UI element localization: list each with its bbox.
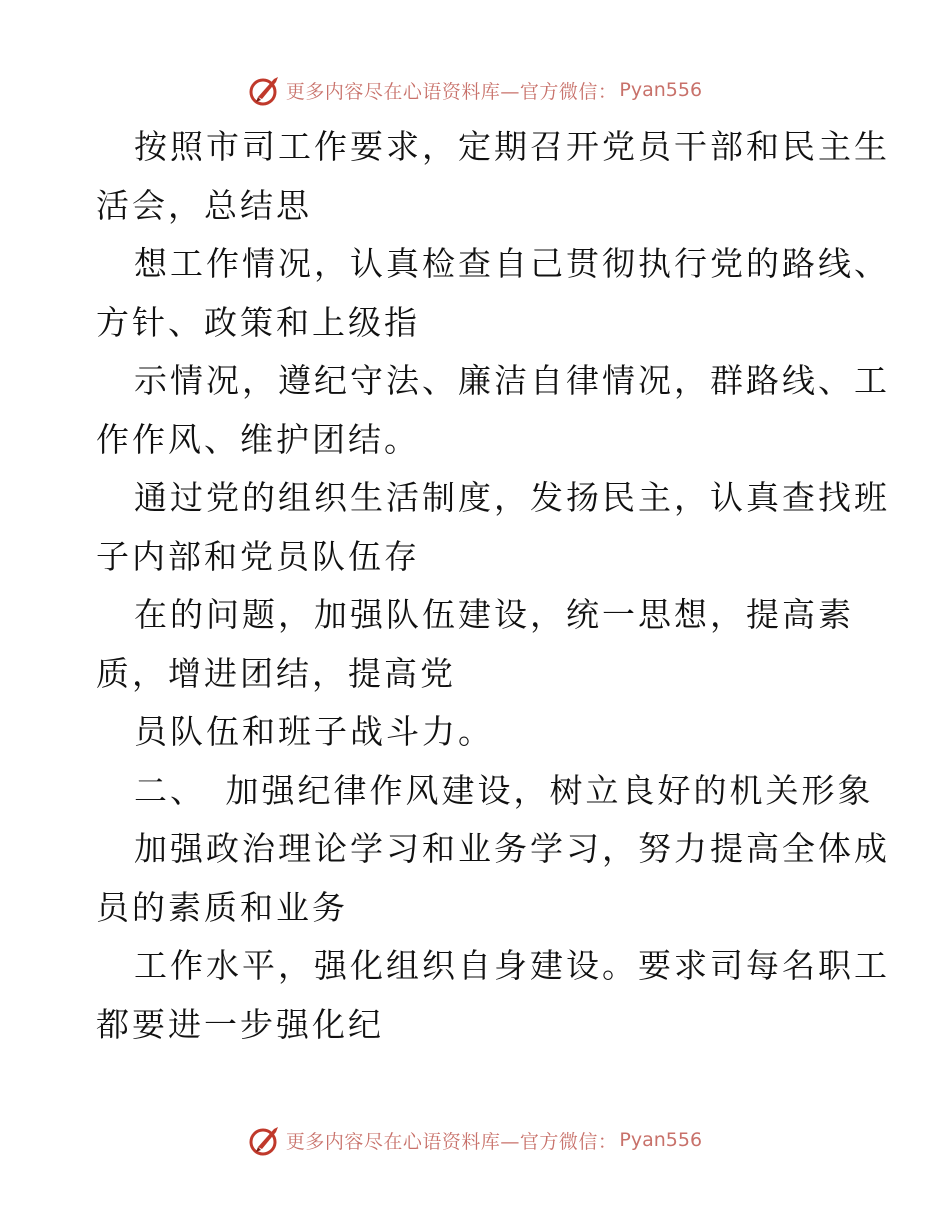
text-line: 子内部和党员队伍存 — [96, 536, 420, 576]
text-line: 想工作情况，认真检查自己贯彻执行党的路线、 — [134, 244, 890, 283]
text-line: 员的素质和业务 — [96, 887, 348, 927]
text-line: 员队伍和班子战斗力。 — [134, 712, 494, 751]
text-line: 在的问题，加强队伍建设，统一思想，提高素 — [134, 595, 854, 634]
text-line: 方针、政策和上级指 — [96, 302, 420, 342]
header-banner — [0, 70, 950, 110]
banner-text: 更多内容尽在心语资料库—官方微信： — [285, 1130, 618, 1153]
footer-banner — [0, 1120, 950, 1160]
text-line: 质，增进团结，提高党 — [96, 653, 456, 693]
text-line: 工作水平，强化组织自身建设。要求司每名职工 — [134, 946, 890, 985]
text-line: 通过党的组织生活制度，发扬民主，认真查找班 — [134, 478, 890, 517]
banner-text: 更多内容尽在心语资料库—官方微信： — [285, 80, 618, 103]
quill-logo-icon — [248, 73, 282, 107]
banner-wechat-id: Pyan556 — [619, 79, 703, 101]
text-line: 加强政治理论学习和业务学习，努力提高全体成 — [134, 829, 890, 868]
document-body — [96, 118, 890, 1054]
quill-logo-icon — [248, 1123, 282, 1157]
section-heading: 二、 加强纪律作风建设，树立良好的机关形象 — [134, 770, 874, 810]
text-line: 示情况，遵纪守法、廉洁自律情况，群路线、工 — [134, 361, 890, 400]
banner-wechat-id: Pyan556 — [619, 1129, 703, 1151]
text-line: 活会，总结思 — [96, 185, 312, 225]
text-line: 都要进一步强化纪 — [96, 1004, 384, 1044]
text-line: 作作风、维护团结。 — [96, 419, 420, 459]
text-line: 按照市司工作要求，定期召开党员干部和民主生 — [134, 127, 890, 166]
